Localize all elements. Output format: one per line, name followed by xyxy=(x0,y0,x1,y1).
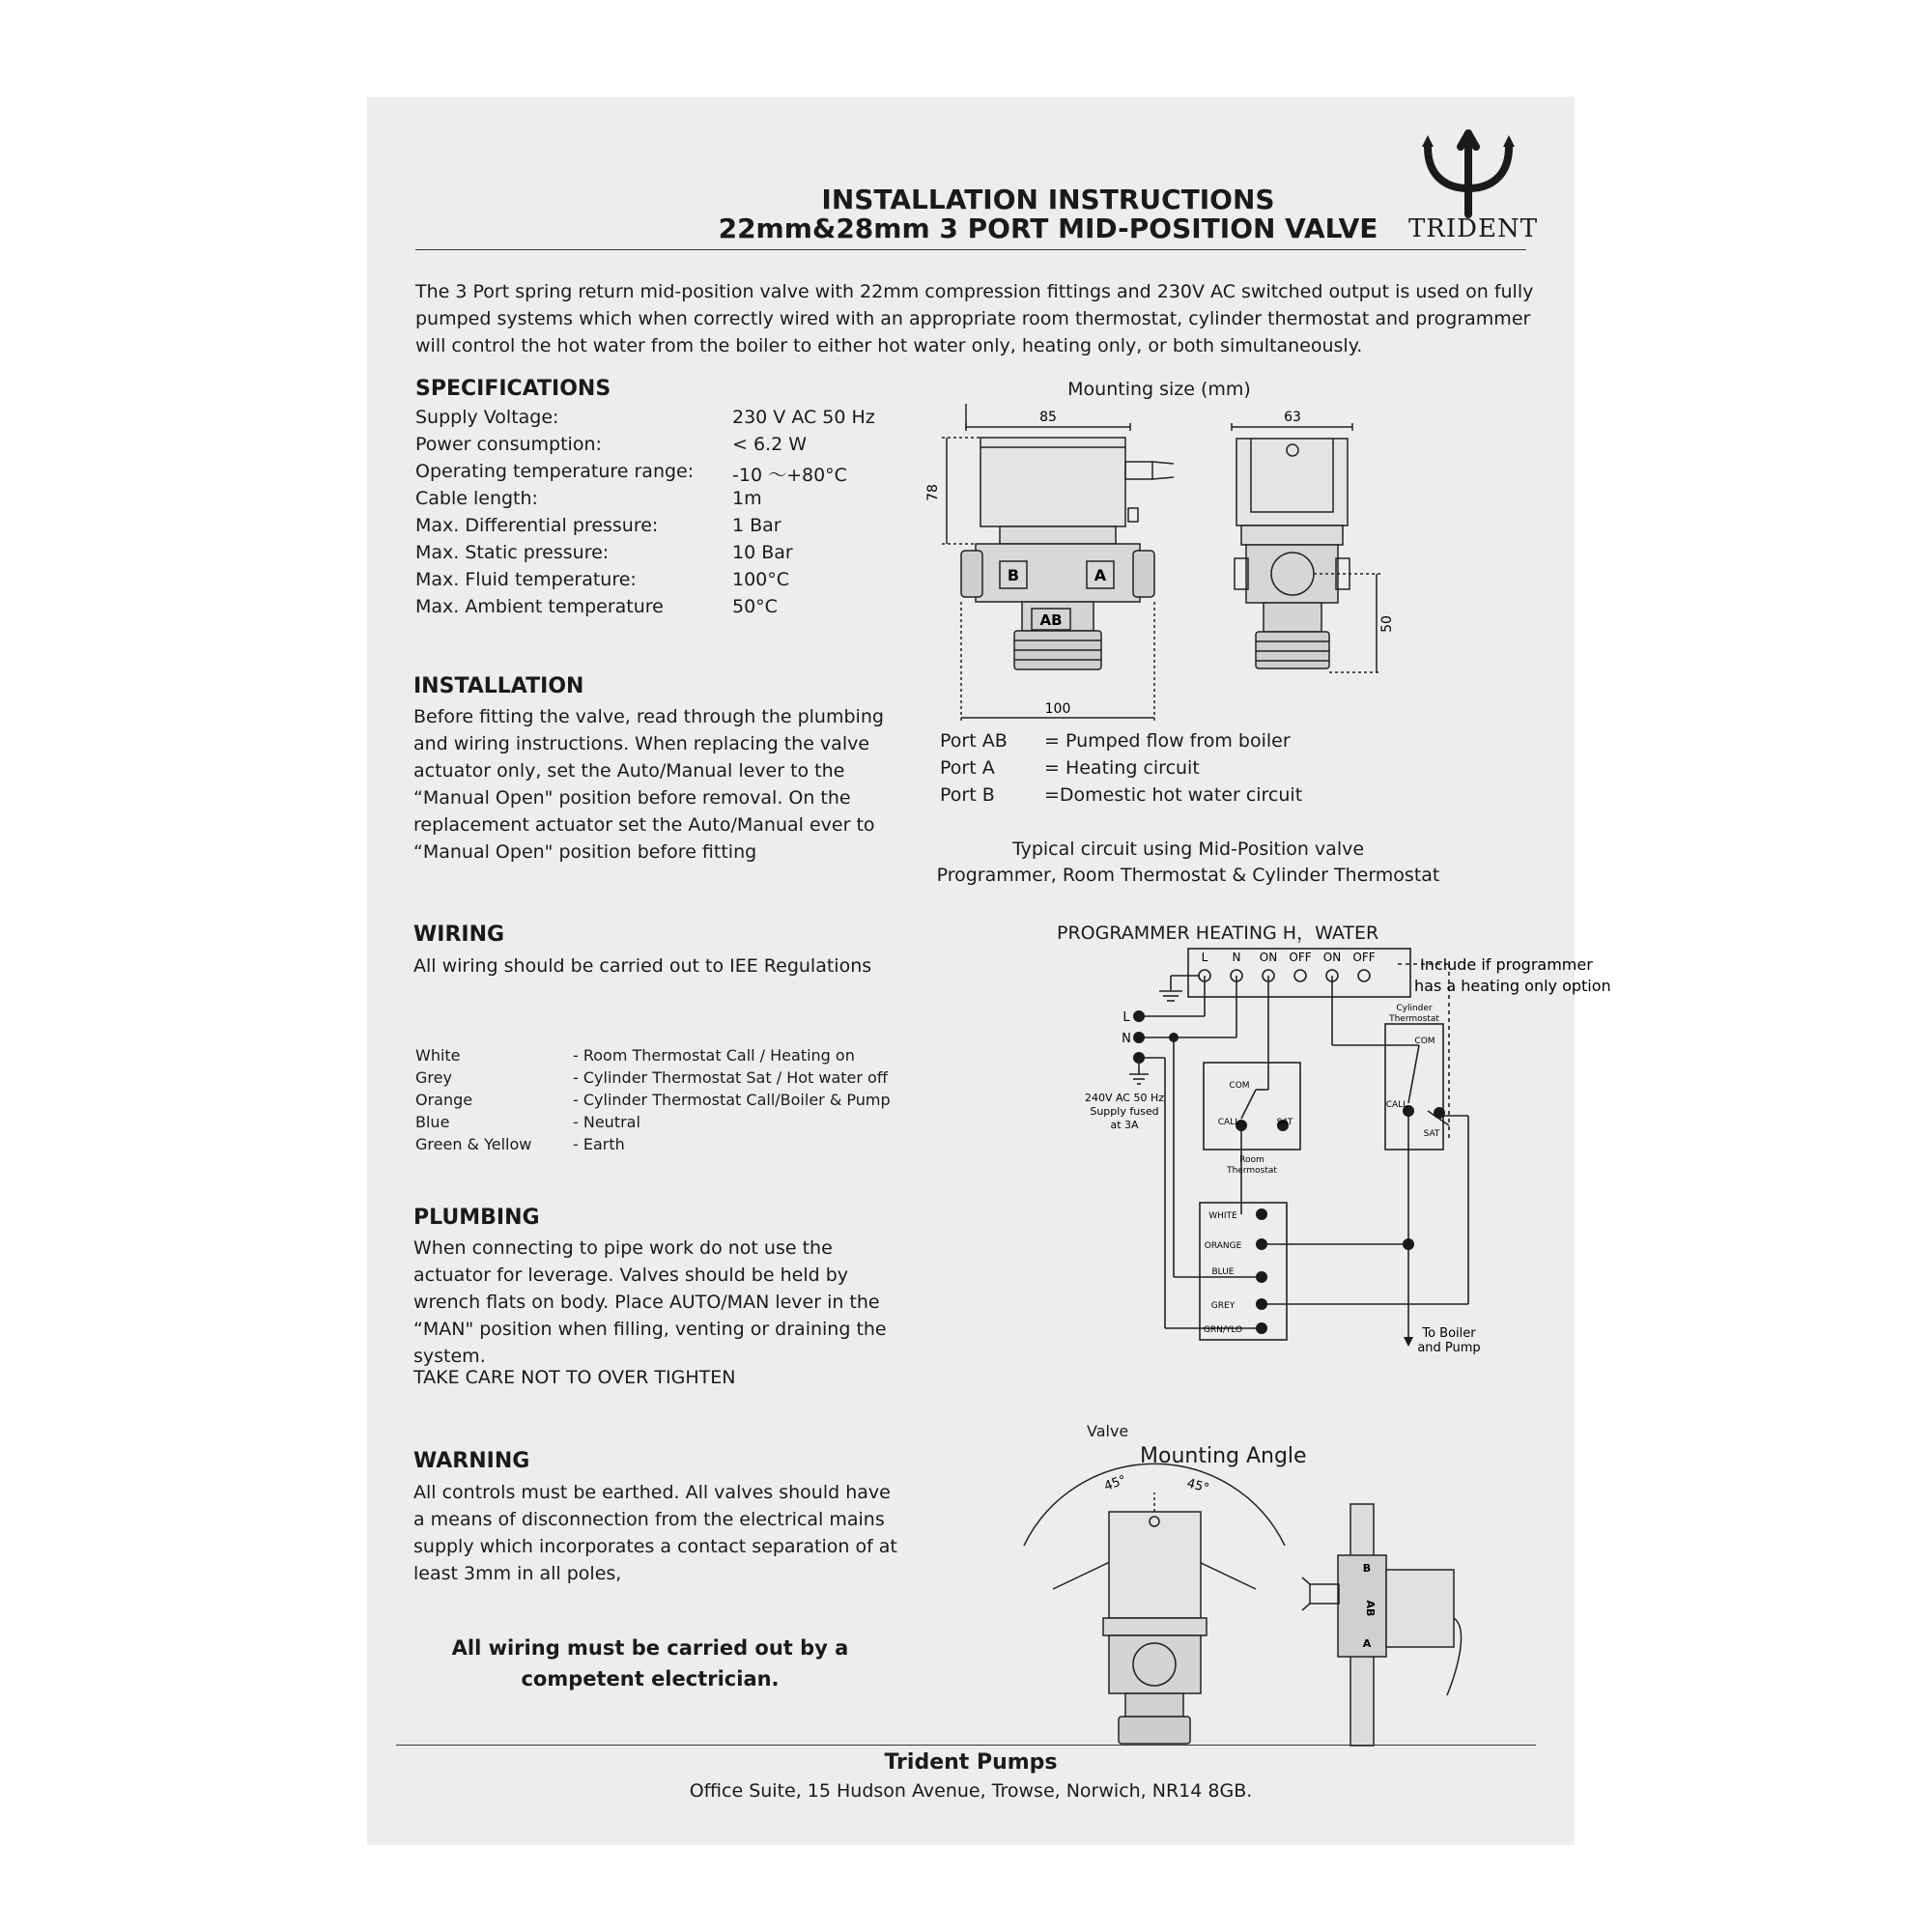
valve-terminal-blue: BLUE xyxy=(1211,1267,1235,1277)
trident-icon xyxy=(1410,126,1526,217)
include-note-line1: Include if programmer xyxy=(1420,955,1593,974)
title-line1: INSTALLATION INSTRUCTIONS xyxy=(821,184,1275,215)
valve-terminal-grey: GREY xyxy=(1210,1301,1236,1311)
room-stat-label-line1: Room xyxy=(1239,1155,1264,1165)
port-row: Port AB = Pumped flow from boiler xyxy=(940,730,1291,752)
valve-label: Valve xyxy=(1087,1422,1129,1440)
footer-company: Trident Pumps xyxy=(884,1750,1058,1775)
valve-terminal-white: WHITE xyxy=(1208,1211,1237,1221)
angle-left: 45° xyxy=(1102,1472,1129,1494)
side-port-a: A xyxy=(1362,1637,1372,1650)
mounting-angle-title: Mounting Angle xyxy=(1140,1444,1307,1468)
cyl-stat-label-line1: Cylinder xyxy=(1396,1004,1433,1013)
supply-note-line3: at 3A xyxy=(1110,1119,1139,1131)
room-stat-com: COM xyxy=(1229,1081,1250,1091)
header-divider xyxy=(415,249,1526,250)
cyl-stat-sat: SAT xyxy=(1423,1129,1440,1139)
side-port-b: B xyxy=(1362,1562,1372,1575)
terminal-off-heating: OFF xyxy=(1289,951,1312,964)
terminal-on-water: ON xyxy=(1322,951,1342,964)
footer-address: Office Suite, 15 Hudson Avenue, Trowse, Norwich, NR14 8GB. xyxy=(689,1780,1253,1802)
wiring-row: Orange - Cylinder Thermostat Call/Boiler & Pump xyxy=(415,1091,891,1109)
supply-n: N xyxy=(1122,1032,1131,1046)
wiring-text: All wiring should be carried out to IEE Regulations xyxy=(413,955,872,977)
port-a-label: A xyxy=(1094,566,1107,584)
warning-heading: WARNING xyxy=(413,1449,530,1473)
installation-text: Before fitting the valve, read through the plumbing and wiring instructions. When replacing the valve actuator only, set the Auto/Manual lever to the “Manual Open" position before removal. On the replacement actuator set the Auto/Manual ever to “Manual Open" position before fitting xyxy=(413,706,884,863)
room-stat-sat: SAT xyxy=(1276,1118,1293,1127)
spec-row: Power consumption: < 6.2 W xyxy=(415,434,808,455)
supply-note-line1: 240V AC 50 Hz xyxy=(1084,1092,1165,1104)
port-row: Port B =Domestic hot water circuit xyxy=(940,784,1303,806)
port-row: Port A = Heating circuit xyxy=(940,757,1200,779)
cyl-stat-label-line2: Thermostat xyxy=(1389,1014,1439,1024)
cyl-stat-com: COM xyxy=(1414,1037,1435,1046)
brand-name: TRIDENT xyxy=(1407,214,1539,243)
side-port-ab: AB xyxy=(1364,1600,1377,1617)
spec-row: Max. Ambient temperature 50°C xyxy=(415,596,778,617)
terminal-l: L xyxy=(1201,951,1208,964)
angle-right: 45° xyxy=(1184,1476,1211,1496)
port-ab-label: AB xyxy=(1039,611,1063,629)
wiring-row: White - Room Thermostat Call / Heating on xyxy=(415,1046,855,1065)
dim-63: 63 xyxy=(1284,410,1301,425)
mounting-angle-drawing xyxy=(995,1473,1478,1744)
spec-row: Max. Fluid temperature: 100°C xyxy=(415,569,790,590)
boiler-line2: and Pump xyxy=(1417,1341,1481,1355)
intro-paragraph: The 3 Port spring return mid-position valve with 22mm compression fittings and 230V AC switched output is used on fully pumped systems which when correctly wired with an appropriate room thermostat, cylinder thermostat and programmer will control the hot water from the boiler to either hot water only, heating only, or both simultaneously. xyxy=(415,281,1534,356)
spec-row: Supply Voltage: 230 V AC 50 Hz xyxy=(415,407,875,428)
specifications-heading: SPECIFICATIONS xyxy=(415,377,611,401)
electrician-note-line2: competent electrician. xyxy=(521,1667,780,1690)
wiring-row: Grey - Cylinder Thermostat Sat / Hot water off xyxy=(415,1068,888,1087)
circuit-caption-line1: Typical circuit using Mid-Position valve xyxy=(1011,838,1365,860)
dim-78: 78 xyxy=(925,484,941,501)
dim-85: 85 xyxy=(1039,410,1057,425)
room-stat-label-line2: Thermostat xyxy=(1227,1166,1277,1176)
supply-note-line2: Supply fused xyxy=(1090,1105,1159,1118)
circuit-caption-line2: Programmer, Room Thermostat & Cylinder Thermostat xyxy=(936,865,1440,886)
include-note-line2: has a heating only option xyxy=(1414,977,1611,995)
mounting-size-title: Mounting size (mm) xyxy=(1067,379,1251,400)
valve-terminal-grn-ylo: GRN/YLO xyxy=(1203,1325,1243,1335)
warning-text: All controls must be earthed. All valves should have a means of disconnection from the electrical mains supply which incorporates a contact separation of at least 3mm in all poles, xyxy=(413,1482,897,1584)
spec-row: Max. Differential pressure: 1 Bar xyxy=(415,515,781,536)
cyl-stat-call: CALL xyxy=(1385,1100,1408,1110)
plumbing-note: TAKE CARE NOT TO OVER TIGHTEN xyxy=(413,1367,736,1388)
spec-row: Cable length: 1m xyxy=(415,488,762,509)
supply-l: L xyxy=(1122,1010,1130,1025)
title-line2: 22mm&28mm 3 PORT MID-POSITION VALVE xyxy=(718,213,1378,244)
port-b-label: B xyxy=(1007,566,1020,584)
electrician-note-line1: All wiring must be carried out by a xyxy=(451,1636,849,1660)
wiring-row: Green & Yellow - Earth xyxy=(415,1135,625,1153)
room-stat-call: CALL xyxy=(1217,1118,1240,1127)
installation-heading: INSTALLATION xyxy=(413,674,584,698)
terminal-n: N xyxy=(1232,951,1241,964)
programmer-title: PROGRAMMER HEATING H，WATER xyxy=(1057,923,1379,944)
instruction-sheet xyxy=(367,97,1611,1845)
plumbing-text: When connecting to pipe work do not use the actuator for leverage. Valves should be held by wrench flats on body. Place AUTO/MAN lever in the “MAN" position when filling, venting or draining the system. xyxy=(413,1237,887,1367)
dim-100: 100 xyxy=(1044,701,1071,717)
boiler-line1: To Boiler xyxy=(1422,1326,1476,1341)
valve-terminal-orange: ORANGE xyxy=(1204,1241,1242,1251)
plumbing-heading: PLUMBING xyxy=(413,1206,540,1230)
wiring-heading: WIRING xyxy=(413,923,505,947)
circuit-diagram xyxy=(918,947,1611,1355)
terminal-on-heating: ON xyxy=(1259,951,1278,964)
spec-row: Operating temperature range: -10 ～+80°C xyxy=(415,461,847,486)
footer-divider xyxy=(396,1745,1536,1746)
dim-50: 50 xyxy=(1379,615,1395,633)
spec-row: Max. Static pressure: 10 Bar xyxy=(415,542,793,563)
wiring-row: Blue - Neutral xyxy=(415,1113,640,1131)
terminal-off-water: OFF xyxy=(1352,951,1376,964)
